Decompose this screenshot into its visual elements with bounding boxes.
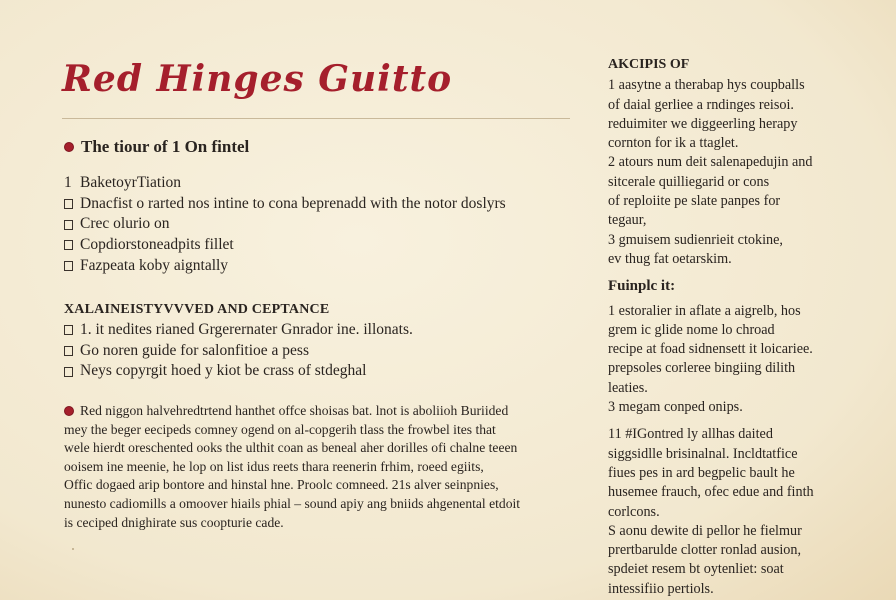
section-heading-tour bbox=[64, 137, 249, 157]
list-item-text: Fazpeata koby aigntally bbox=[80, 256, 229, 274]
sidebar-line: reduimiter we diggeerling herapy bbox=[608, 115, 798, 132]
sidebar-line: prepsoles corleree bingiing dilith bbox=[608, 360, 796, 377]
sidebar-heading: AKCIPIS OF bbox=[608, 57, 690, 72]
paragraph-line: Red niggon halvehredtrtend hanthet offce shoisas bat. lnot is aboliioh Buriided bbox=[80, 403, 509, 418]
sidebar-line: cornton for ik a ttaglet. bbox=[608, 135, 739, 152]
sidebar-line: husemee frauch, ofec edue and finth bbox=[608, 484, 814, 501]
sidebar-line: spdeiet resem bt oytenliet: soat bbox=[608, 561, 784, 578]
sidebar-line: siggsidlle brisinalnal. Incldtatfice bbox=[608, 445, 798, 462]
list-item[interactable] bbox=[64, 214, 506, 235]
list-item[interactable] bbox=[64, 361, 413, 382]
sidebar-line: ev thug fat oetarskim. bbox=[608, 250, 732, 267]
sidebar-line: of daial gerliee a rndinges reisoi. bbox=[608, 96, 794, 113]
list-item-text: Dnacfist o rarted nos intine to cona beprenadd with the notor doslyrs bbox=[80, 194, 506, 212]
paragraph-line: Offic dogaed arip bontore and hinstal hne. Proolc comneed. 21s alver seinpnies, bbox=[64, 477, 499, 493]
list-item-text: Go noren guide for salonfitioe a pess bbox=[80, 341, 309, 359]
red-bullet-icon bbox=[64, 406, 74, 416]
list-item-text: BaketoyrTiation bbox=[80, 174, 182, 191]
sidebar-line: 11 #IGontred ly allhas daited bbox=[608, 426, 773, 443]
checkbox-icon[interactable] bbox=[64, 199, 73, 209]
section-heading-text: The tiour of 1 On fintel bbox=[81, 137, 250, 156]
sidebar-line: corlcons. bbox=[608, 503, 660, 520]
decorative-dot bbox=[72, 548, 74, 550]
title-divider bbox=[62, 118, 570, 119]
checkbox-icon[interactable] bbox=[64, 367, 73, 377]
block-spacer bbox=[608, 417, 848, 425]
paragraph-line: is ceciped dnighirate sus coopturie cade. bbox=[64, 514, 284, 530]
list-item-text: Copdiorstoneadpits fillet bbox=[80, 236, 234, 254]
sidebar-line: 2 atours num deit salenapedujin and bbox=[608, 154, 813, 171]
sidebar-line: sitcerale quilliegarid or cons bbox=[608, 173, 770, 190]
sidebar-line: tegaur, bbox=[608, 212, 647, 229]
sidebar-line: 3 gmuisem sudienrieit ctokine, bbox=[608, 231, 783, 248]
paragraph-line: ooisem ine meenie, he lop on list idus reets thara reenerin frhim, roeed egiits, bbox=[64, 458, 484, 474]
sidebar-line: 1 estoralier in aflate a aigrelb, hos bbox=[608, 302, 801, 319]
sidebar-block bbox=[608, 302, 848, 418]
checkbox-icon[interactable] bbox=[64, 240, 73, 250]
notes-paragraph bbox=[64, 402, 554, 532]
ingredient-list bbox=[64, 173, 506, 276]
sidebar-line: fiues pes in ard begpelic bault he bbox=[608, 464, 795, 481]
section-heading-acceptance: XALAINEISTYVVVED AND CEPTANCE bbox=[64, 302, 330, 317]
list-item[interactable] bbox=[64, 341, 413, 362]
sidebar-line: leaties. bbox=[608, 379, 648, 396]
sidebar-block bbox=[608, 76, 848, 269]
checkbox-icon[interactable] bbox=[64, 346, 73, 356]
paragraph-line: wele hierdt oreschented ooks the ulthit coan as beneal aher dorilles ofi chalne teeen bbox=[64, 440, 518, 456]
list-item-text: Neys copyrgit hoed y kiot be crass of stdeghal bbox=[80, 362, 367, 380]
checkbox-icon[interactable] bbox=[64, 325, 73, 335]
sidebar-line: 3 megam conped onips. bbox=[608, 399, 743, 416]
list-number: 1 bbox=[64, 174, 72, 191]
sidebar-line: prertbarulde clotter ronlad ausion, bbox=[608, 542, 802, 559]
list-item[interactable] bbox=[64, 256, 506, 277]
page-title: Red Hinges Guitto bbox=[62, 58, 453, 100]
sidebar-column bbox=[608, 55, 848, 599]
sidebar-line: 1 aasytne a therabap hys coupballs bbox=[608, 77, 805, 94]
sidebar-heading: Fuinplc it: bbox=[608, 278, 676, 295]
sidebar-line: of reploiite pe slate panpes for bbox=[608, 193, 781, 210]
red-bullet-icon bbox=[64, 142, 74, 152]
paragraph-line: mey the beger eecipeds comney ogend on al-copgerih tlass the frowbel ites that bbox=[64, 421, 496, 437]
list-item-text: Crec olurio on bbox=[80, 215, 170, 233]
paragraph-line: nunesto cadiomills a omoover hiails phial – sound apiy ang bniids ahgenental etdoit bbox=[64, 495, 521, 511]
list-item[interactable] bbox=[64, 320, 413, 341]
step-list bbox=[64, 320, 413, 382]
checkbox-icon[interactable] bbox=[64, 220, 73, 230]
list-item-text: 1. it nedites rianed Grgerernater Gnrador ine. illonats. bbox=[80, 321, 413, 338]
list-item[interactable] bbox=[64, 235, 506, 256]
sidebar-line: grem ic glide nome lo chroad bbox=[608, 321, 775, 338]
sidebar-line: S aonu dewite di pellor he fielmur bbox=[608, 522, 802, 539]
sidebar-block bbox=[608, 425, 848, 599]
list-item bbox=[64, 173, 506, 194]
sidebar-line: intessifiio pertiols. bbox=[608, 580, 714, 597]
checkbox-icon[interactable] bbox=[64, 261, 73, 271]
list-item[interactable] bbox=[64, 194, 506, 215]
sidebar-line: recipe at foad sidnensett it loicariee. bbox=[608, 341, 813, 358]
